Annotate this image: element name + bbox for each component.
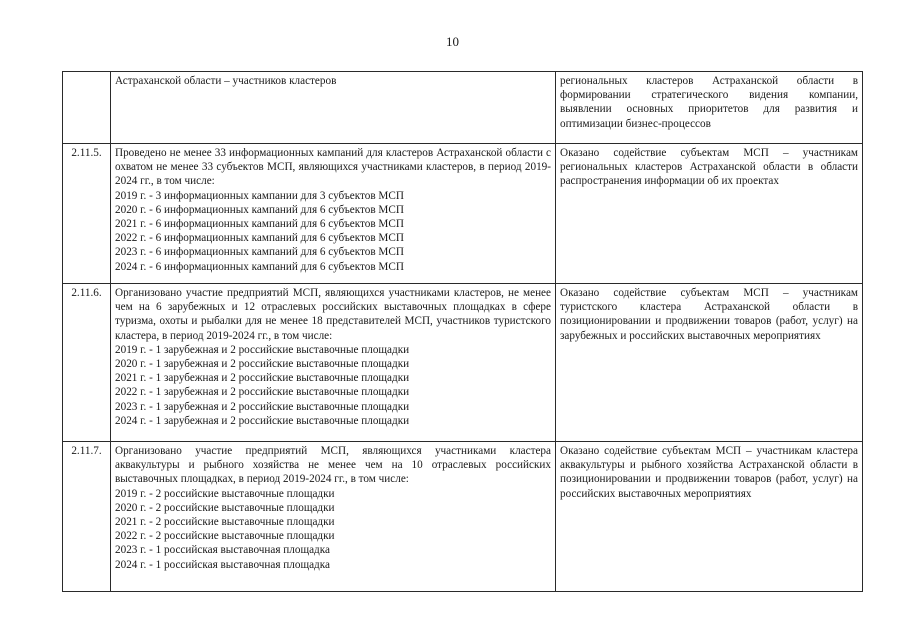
- measure-description: [111, 284, 556, 442]
- year-item: 2019 г. - 1 зарубежная и 2 российские выставочные площадки: [115, 343, 410, 356]
- row-number: [63, 72, 111, 144]
- expected-result: Оказано содействие субъектам МСП – участникам туристского кластера Астраханской области в позиционировании и продвижении товаров (работ, услуг) на зарубежных и российских выставочных мероприятиях: [556, 284, 863, 442]
- page-number: 10: [446, 34, 459, 49]
- table-row: [63, 144, 863, 284]
- year-item: 2023 г. - 1 зарубежная и 2 российские выставочные площадки: [115, 400, 410, 413]
- year-item: 2024 г. - 1 зарубежная и 2 российские выставочные площадки: [115, 414, 410, 427]
- description-text: Астраханской области – участников кластеров: [115, 75, 337, 87]
- description-text: Организовано участие предприятий МСП, являющихся участниками кластера аквакультуры и рыбного хозяйства не менее чем на 10 отраслевых российских выставочных площадках, в период 2019-2024 гг., в том числе:: [115, 445, 551, 486]
- table-row: [63, 442, 863, 592]
- year-item: 2020 г. - 6 информационных кампаний для 6 субъектов МСП: [115, 203, 404, 216]
- expected-result: Оказано содействие субъектам МСП – участникам региональных кластеров Астраханской области в области распространения информации об их проектах: [556, 144, 863, 284]
- description-text: Проведено не менее 33 информационных кампаний для кластеров Астраханской области с охватом не менее 33 субъектов МСП, являющихся участниками кластеров, в период 2019-2024 гг., в том числе:: [115, 147, 551, 188]
- year-item: 2022 г. - 2 российские выставочные площадки: [115, 530, 335, 543]
- row-number: 2.11.5.: [63, 144, 111, 284]
- year-item: 2021 г. - 2 российские выставочные площадки: [115, 516, 335, 529]
- year-item: 2023 г. - 6 информационных кампаний для 6 субъектов МСП: [115, 246, 404, 259]
- expected-result: Оказано содействие субъектам МСП – участникам кластера аквакультуры и рыбного хозяйства Астраханской области в позиционировании и продвижении товаров (работ, услуг) на российских выставочных мероприятиях: [556, 442, 863, 592]
- year-item: 2022 г. - 1 зарубежная и 2 российские выставочные площадки: [115, 386, 410, 399]
- measure-description: [111, 144, 556, 284]
- description-text: Организовано участие предприятий МСП, являющихся участниками кластеров, не менее чем на 6 зарубежных и 12 отраслевых российских выставочных площадках в сфере туризма, охоты и рыбалки для не менее 18 представителей МСП, участников туристского кластера, в период 2019-2024 гг., в том числе:: [115, 287, 551, 342]
- row-number: 2.11.6.: [63, 284, 111, 442]
- row-number: 2.11.7.: [63, 442, 111, 592]
- expected-result: региональных кластеров Астраханской области в формировании стратегического видения компании, выявлении основных приоритетов для развития и оптимизации бизнес-процессов: [556, 72, 863, 144]
- table-row: [63, 72, 863, 144]
- measure-description: [111, 72, 556, 144]
- table-row: [63, 284, 863, 442]
- year-item: 2020 г. - 1 зарубежная и 2 российские выставочные площадки: [115, 358, 410, 371]
- year-item: 2024 г. - 6 информационных кампаний для 6 субъектов МСП: [115, 260, 404, 273]
- year-item: 2019 г. - 2 российские выставочные площадки: [115, 487, 335, 500]
- year-item: 2022 г. - 6 информационных кампаний для 6 субъектов МСП: [115, 232, 404, 245]
- year-item: 2021 г. - 6 информационных кампаний для 6 субъектов МСП: [115, 218, 404, 231]
- year-item: 2024 г. - 1 российская выставочная площадка: [115, 558, 330, 571]
- year-item: 2020 г. - 2 российские выставочные площадки: [115, 501, 335, 514]
- year-item: 2021 г. - 1 зарубежная и 2 российские выставочные площадки: [115, 372, 410, 385]
- measures-table: [62, 71, 863, 592]
- year-item: 2023 г. - 1 российская выставочная площадка: [115, 544, 330, 557]
- measure-description: [111, 442, 556, 592]
- year-item: 2019 г. - 3 информационных кампании для 3 субъектов МСП: [115, 189, 404, 202]
